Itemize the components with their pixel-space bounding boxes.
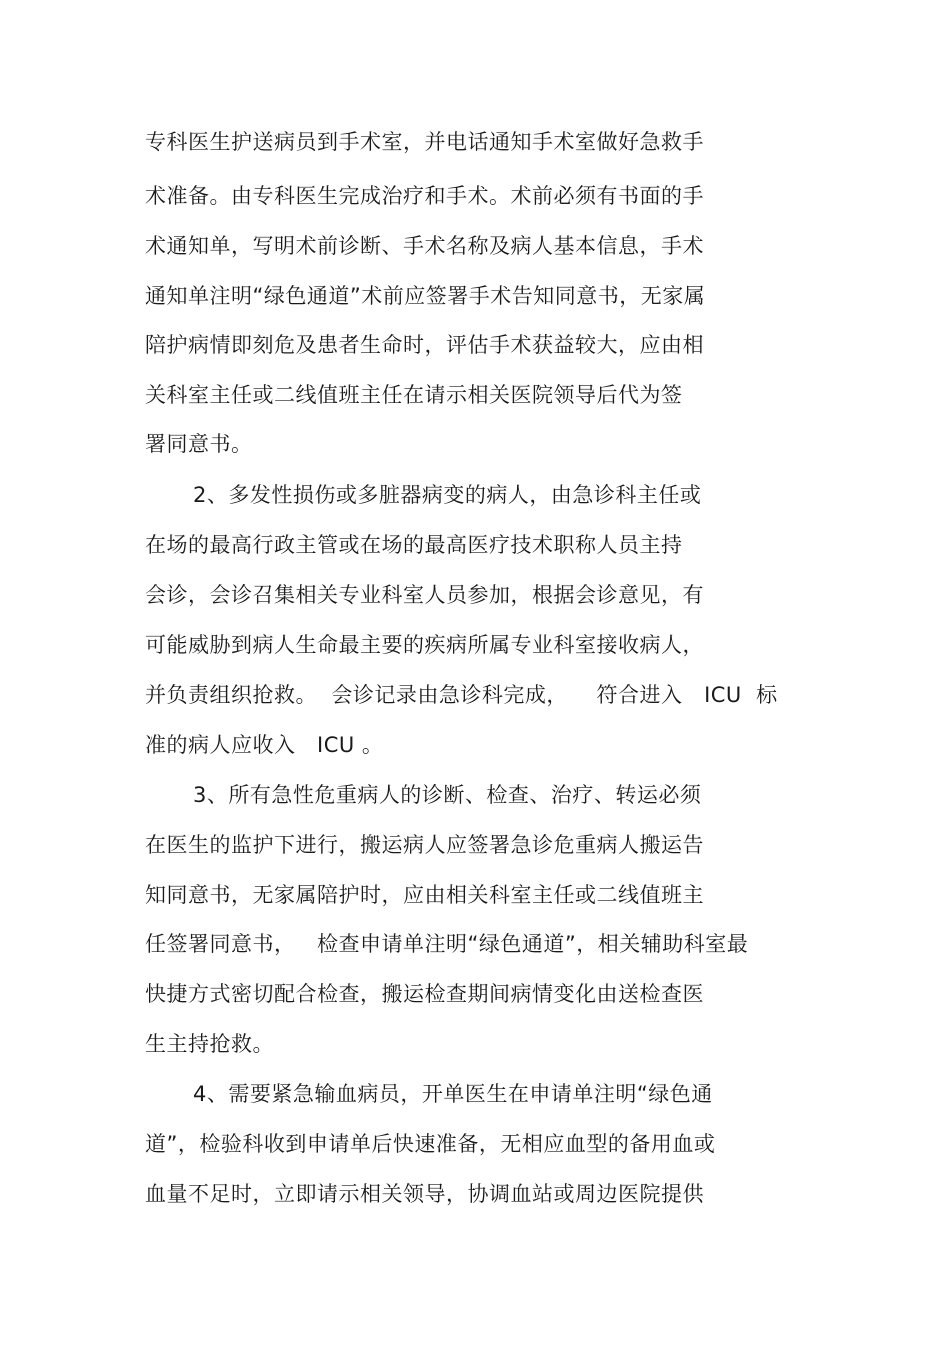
paragraph-3-start: 3、所有急性危重病人的诊断、检查、治疗、转运必须 — [193, 783, 702, 807]
text-line: 通知单注明“绿色通道”术前应签署手术告知同意书，无家属 — [145, 284, 706, 308]
text-line: 可能威胁到病人生命最主要的疾病所属专业科室接收病人， — [145, 633, 704, 657]
text-line: 快捷方式密切配合检查，搬运检查期间病情变化由送检查医 — [145, 982, 704, 1006]
text-line: 生主持抢救。 — [145, 1032, 274, 1056]
text-line: 署同意书。 — [145, 432, 253, 456]
text-line: 知同意书，无家属陪护时，应由相关科室主任或二线值班主 — [145, 883, 704, 907]
text-line: 会诊，会诊召集相关专业科室人员参加，根据会诊意见，有 — [145, 583, 704, 607]
text-line: 陪护病情即刻危及患者生命时，评估手术获益较大，应由相 — [145, 333, 704, 357]
text-line: 准的病人应收入 ICU 。 — [145, 733, 384, 757]
paragraph-4-start: 4、需要紧急输血病员，开单医生在申请单注明“绿色通 — [193, 1082, 713, 1106]
paragraph-2-start: 2、多发性损伤或多脏器病变的病人，由急诊科主任或 — [193, 483, 702, 507]
text-line: 道”，检验科收到申请单后快速准备，无相应血型的备用血或 — [145, 1132, 716, 1156]
text-line: 术通知单，写明术前诊断、手术名称及病人基本信息，手术 — [145, 234, 704, 258]
text-line: 专科医生护送病员到手术室，并电话通知手术室做好急救手 — [145, 130, 704, 154]
text-line: 术准备。由专科医生完成治疗和手术。术前必须有书面的手 — [145, 184, 704, 208]
text-line: 并负责组织抢救。 会诊记录由急诊科完成， 符合进入 ICU 标 — [145, 683, 778, 707]
text-line: 血量不足时，立即请示相关领导，协调血站或周边医院提供 — [145, 1182, 704, 1206]
text-line: 关科室主任或二线值班主任在请示相关医院领导后代为签 — [145, 383, 683, 407]
text-line: 在医生的监护下进行，搬运病人应签署急诊危重病人搬运告 — [145, 833, 704, 857]
text-line: 任签署同意书， 检查申请单注明“绿色通道”，相关辅助科室最 — [145, 932, 749, 956]
text-line: 在场的最高行政主管或在场的最高医疗技术职称人员主持 — [145, 533, 683, 557]
